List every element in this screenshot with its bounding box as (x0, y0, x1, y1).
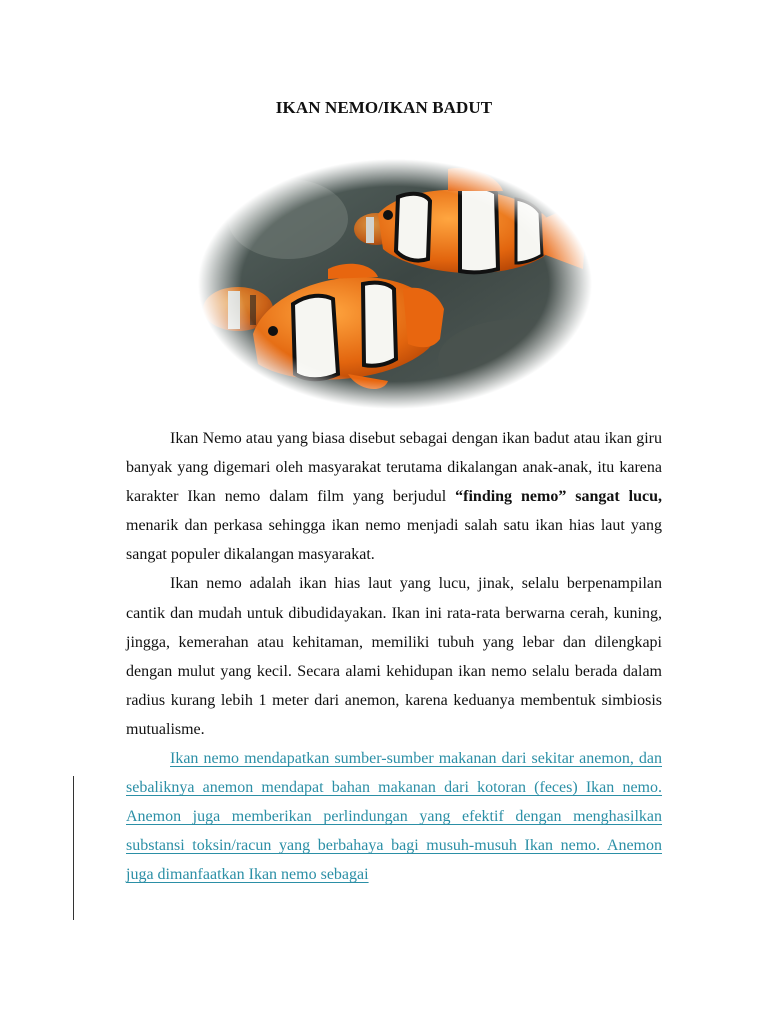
page-title: IKAN NEMO/IKAN BADUT (275, 98, 493, 117)
paragraph-3-link[interactable]: Ikan nemo mendapatkan sumber-sumber makanan dari sekitar anemon, dan sebaliknya anemon mendapat bahan makanan dari kotoran (feces) Ikan nemo. Anemon juga memberikan perlindungan yang efektif dengan menghasilkan substansi toksin/racun yang berbahaya bagi musuh-musuh Ikan nemo. Anemon juga dimanfaatkan Ikan nemo sebagai (126, 750, 662, 884)
paragraph-1-bold-text: “finding nemo” sangat lucu, (455, 488, 662, 506)
body-text (126, 424, 662, 890)
paragraph-1-text-b: menarik dan perkasa sehingga ikan nemo menjadi salah satu ikan hias laut yang sangat populer dikalangan masyarakat. (126, 517, 662, 564)
paragraph-1-text-a: Ikan Nemo atau yang biasa disebut sebagai dengan ikan badut atau ikan giru banyak yang digemari oleh masyarakat terutama dikalangan anak-anak, itu karena karakter Ikan nemo dalam film yang berjudul (126, 430, 662, 506)
revision-change-bar (73, 776, 74, 920)
paragraph-1 (126, 424, 662, 569)
paragraph-2: Ikan nemo adalah ikan hias laut yang lucu, jinak, selalu berpenampilan cantik dan mudah untuk dibudidayakan. Ikan ini rata-rata berwarna cerah, kuning, jingga, kemerahan atau kehitaman, memiliki tubuh yang lebar dan dilengkapi dengan mulut yang kecil. Secara alami kehidupan ikan nemo selalu berada dalam radius kurang lebih 1 meter dari anemon, karena keduanya membentuk simbiosis mutualisme. (126, 575, 662, 738)
clownfish-photo (198, 159, 592, 409)
